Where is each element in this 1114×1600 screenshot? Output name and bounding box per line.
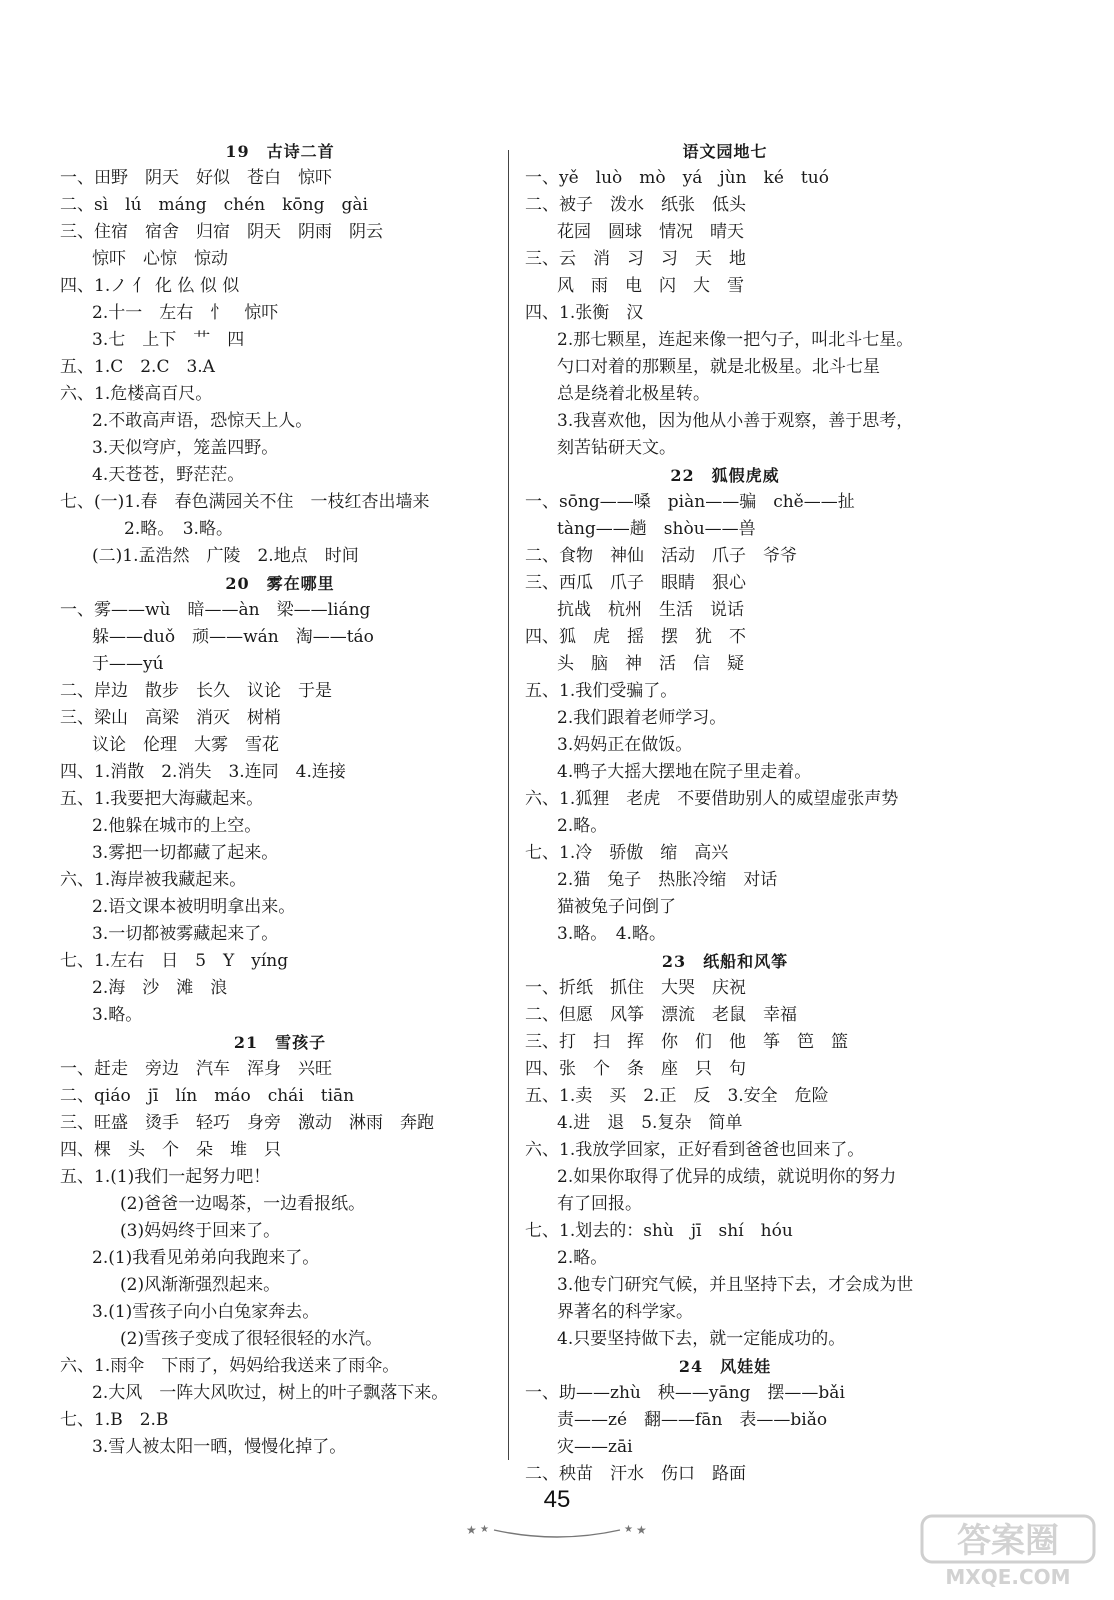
page-number: 45 [543,1486,571,1513]
section-title: 23 纸船和风筝 [661,952,789,971]
answer-line: 一、田野 阴天 好似 苍白 惊吓 [60,168,332,188]
answer-line: 六、1.雨伞 下雨了，妈妈给我送来了雨伞。 [60,1356,400,1376]
answer-line: 五、1.我要把大海藏起来。 [60,789,264,809]
answer-line: 五、1.我们受骗了。 [525,681,678,701]
answer-line: 四、棵 头 个 朵 堆 只 [60,1140,281,1160]
answer-line: 3.我喜欢他，因为他从小善于观察，善于思考， [557,411,914,431]
answer-line: 3.天似穹庐，笼盖四野。 [92,438,279,458]
answer-line: 议论 伦理 大雾 雪花 [92,735,279,755]
answer-line: 六、1.狐狸 老虎 不要借助别人的威望虚张声势 [525,789,899,809]
watermark-top: 答案圈 [957,1521,1059,1561]
answer-line: 四、1.张衡 汉 [525,303,644,323]
watermark-bottom: MXQE.COM [945,1565,1071,1589]
answer-line: 3.略。 4.略。 [557,924,666,944]
answer-line: 惊吓 心惊 惊动 [92,249,228,269]
answer-line: 一、折纸 抓住 大哭 庆祝 [525,978,746,998]
answer-line: (2)风渐渐强烈起来。 [120,1275,281,1295]
answer-line: 2.(1)我看见弟弟向我跑来了。 [92,1248,320,1268]
answer-line: 四、狐 虎 摇 摆 犹 不 [525,627,746,647]
answer-line: 2.略。 [557,816,608,836]
column-divider [508,150,509,1460]
answer-line: 花园 圆球 情况 晴天 [557,222,744,242]
answer-line: 五、1.C 2.C 3.A [60,357,215,377]
answer-line: 五、1.卖 买 2.正 反 3.安全 危险 [525,1086,829,1106]
answer-line: tàng——趟 shòu——兽 [557,519,756,539]
answer-line: (2)雪孩子变成了很轻很轻的水汽。 [120,1329,383,1349]
answer-line: 3.一切都被雾藏起来了。 [92,924,279,944]
answer-line: (二)1.孟浩然 广陵 2.地点 时间 [92,546,359,566]
answer-line: 4.进 退 5.复杂 简单 [557,1113,743,1133]
answer-line: 2.如果你取得了优异的成绩，就说明你的努力 [557,1167,897,1187]
answer-line: 责——zé 翻——fān 表——biǎo [557,1410,828,1430]
answer-line: 2.猫 兔子 热胀冷缩 对话 [557,870,778,890]
answer-line: 灾——zāi [557,1437,633,1457]
answer-line: 一、助——zhù 秧——yāng 摆——bǎi [525,1383,845,1403]
answer-line: 五、1.(1)我们一起努力吧！ [60,1167,271,1187]
answer-line: 3.他专门研究气候，并且坚持下去，才会成为世 [557,1275,914,1295]
answer-line: 三、旺盛 烫手 轻巧 身旁 激动 淋雨 奔跑 [60,1113,434,1133]
answer-line: 2.大风 一阵大风吹过，树上的叶子飘落下来。 [92,1383,449,1403]
answer-line: 界著名的科学家。 [557,1302,693,1322]
answer-line: 2.略。 3.略。 [124,519,233,539]
answer-line: 二、qiáo jī lín máo chái tiān [60,1086,355,1106]
svg-text:★: ★ [624,1524,633,1535]
answer-line: 四、张 个 条 座 只 句 [525,1059,746,1079]
section-title: 20 雾在哪里 [225,574,335,593]
svg-text:★: ★ [636,1523,647,1537]
answer-line: 三、梁山 高梁 消灭 树梢 [60,708,281,728]
answer-line: 有了回报。 [557,1194,642,1214]
answer-line: 四、1.ノ 亻 化 仫 似 似 [60,276,240,296]
answer-line: 六、1.我放学回家，正好看到爸爸也回来了。 [525,1140,865,1160]
answer-line: 4.鸭子大摇大摆地在院子里走着。 [557,762,812,782]
answer-line: 四、1.消散 2.消失 3.连同 4.连接 [60,762,346,782]
answer-line: 躲——duǒ 顽——wán 淘——táo [92,627,374,647]
answer-line: 2.那七颗星，连起来像一把勺子，叫北斗七星。 [557,330,914,350]
answer-line: 一、yě luò mò yá jùn ké tuó [525,168,829,188]
section-title: 19 古诗二首 [225,142,335,161]
answer-line: 于——yú [92,654,164,674]
answer-line: 三、云 消 习 习 天 地 [525,249,746,269]
answer-line: 二、食物 神仙 活动 爪子 爷爷 [525,546,797,566]
answer-line: 七、1.左右 日 5 Y yíng [60,951,289,971]
answer-line: 4.只要坚持做下去，就一定能成功的。 [557,1329,846,1349]
answer-line: 风 雨 电 闪 大 雪 [557,276,744,296]
answer-line: 3.七 上下 艹 四 [92,330,245,350]
answer-line: 2.不敢高声语，恐惊天上人。 [92,411,313,431]
answer-line: 七、1.B 2.B [60,1410,169,1430]
answer-line: 勺口对着的那颗星，就是北极星。北斗七星 [557,357,880,377]
answer-line: 3.略。 [92,1005,143,1025]
answer-line: 3.雾把一切都藏了起来。 [92,843,279,863]
answer-line: 总是绕着北极星转。 [557,384,710,404]
answer-line: (2)爸爸一边喝茶，一边看报纸。 [120,1194,366,1214]
answer-line: 六、1.海岸被我藏起来。 [60,870,247,890]
answer-line: 2.语文课本被明明拿出来。 [92,897,296,917]
answer-line: 二、被子 泼水 纸张 低头 [525,195,746,215]
answer-line: 七、(一)1.春 春色满园关不住 一枝红杏出墙来 [60,492,430,512]
answer-line: 刻苦钻研天文。 [557,438,676,458]
section-title: 22 狐假虎威 [670,466,780,485]
answer-line: 2.他躲在城市的上空。 [92,816,262,836]
answer-line: 3.雪人被太阳一晒，慢慢化掉了。 [92,1437,347,1457]
footer-decoration [464,1520,650,1542]
answer-line: 二、秧苗 汗水 伤口 路面 [525,1464,746,1484]
answer-line: 2.海 沙 滩 浪 [92,978,228,998]
watermark-logo [918,1510,1098,1590]
answer-line: 抗战 杭州 生活 说话 [557,600,744,620]
answer-line: 3.妈妈正在做饭。 [557,735,693,755]
answer-line: 二、岸边 散步 长久 议论 于是 [60,681,332,701]
answer-line: 2.十一 左右 忄 惊吓 [92,303,279,323]
answer-line: 七、1.冷 骄傲 缩 高兴 [525,843,729,863]
section-title: 语文园地七 [682,142,768,161]
answer-line: 一、雾——wù 暗——àn 梁——liáng [60,600,371,620]
answer-line: 二、sì lú máng chén kōng gài [60,195,368,215]
answer-line: 二、但愿 风筝 漂流 老鼠 幸福 [525,1005,797,1025]
answer-line: 一、赶走 旁边 汽车 浑身 兴旺 [60,1059,332,1079]
answer-line: 头 脑 神 活 信 疑 [557,654,744,674]
svg-text:★: ★ [480,1524,489,1535]
answer-line: 4.天苍苍，野茫茫。 [92,465,245,485]
answer-line: 三、住宿 宿舍 归宿 阴天 阴雨 阴云 [60,222,383,242]
left-column [60,138,500,1461]
section-title: 24 风娃娃 [678,1357,772,1376]
answer-line: 猫被兔子问倒了 [557,897,676,917]
answer-line: 2.我们跟着老师学习。 [557,708,727,728]
answer-line: 2.略。 [557,1248,608,1268]
right-column [525,138,925,1488]
answer-line: (3)妈妈终于回来了。 [120,1221,281,1241]
answer-line: 3.(1)雪孩子向小白兔家奔去。 [92,1302,320,1322]
section-title: 21 雪孩子 [233,1033,327,1052]
answer-line: 六、1.危楼高百尺。 [60,384,213,404]
answer-line: 三、西瓜 爪子 眼睛 狠心 [525,573,746,593]
answer-line: 三、打 扫 挥 你 们 他 筝 笆 篮 [525,1032,848,1052]
answer-line: 七、1.划去的：shù jī shí hóu [525,1221,793,1241]
answer-line: 一、sōng——嗓 piàn——骗 chě——扯 [525,492,855,512]
svg-text:★: ★ [466,1523,477,1537]
